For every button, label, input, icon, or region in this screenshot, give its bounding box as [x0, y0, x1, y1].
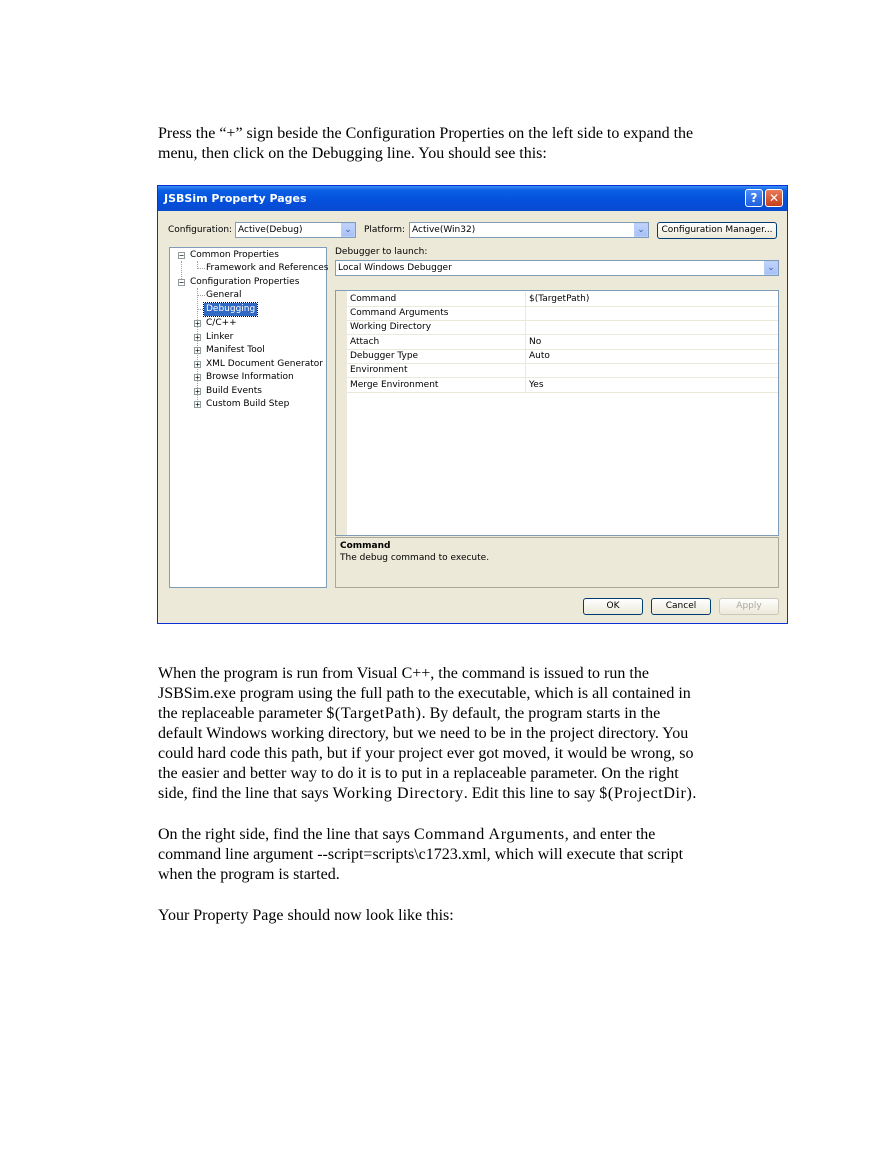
property-row[interactable]: [336, 363, 778, 378]
expand-toggle-icon[interactable]: +: [195, 373, 200, 382]
property-name: Debugger Type: [336, 349, 526, 363]
configuration-label: Configuration:: [168, 225, 233, 235]
expand-toggle-icon[interactable]: +: [195, 387, 200, 396]
help-button[interactable]: ?: [745, 189, 763, 207]
chevron-down-icon[interactable]: ⌄: [634, 223, 648, 237]
close-button[interactable]: ✕: [765, 189, 783, 207]
property-row[interactable]: [336, 320, 778, 335]
collapse-toggle-icon[interactable]: −: [179, 251, 184, 260]
body-paragraph-3: Your Property Page should now look like this:: [158, 907, 454, 924]
text-line: when the program is started.: [158, 866, 340, 883]
project-dir-term: $(ProjectDir): [599, 785, 693, 802]
tree-item-general[interactable]: General: [206, 290, 242, 300]
platform-select[interactable]: [409, 222, 649, 238]
property-name: Command Arguments: [336, 306, 526, 320]
text-line: default Windows working directory, but we need to be in the project directory. You: [158, 725, 689, 742]
property-row[interactable]: [336, 349, 778, 364]
platform-label: Platform:: [364, 225, 405, 235]
property-row[interactable]: [336, 378, 778, 393]
text-line: the replaceable parameter $(TargetPath). By default, the program starts in the: [158, 705, 661, 722]
text-line: side, find the line that says Working Directory. Edit this line to say $(ProjectDir).: [158, 785, 697, 802]
description-text: The debug command to execute.: [340, 553, 490, 563]
body-paragraph-1: [158, 664, 768, 804]
expand-toggle-icon[interactable]: +: [195, 333, 200, 342]
chevron-down-icon[interactable]: ⌄: [764, 261, 778, 275]
intro-paragraph: [158, 124, 768, 164]
text-line: On the right side, find the line that says Command Arguments, and enter the: [158, 826, 656, 843]
working-directory-term: Working Directory: [332, 785, 464, 802]
debugger-select[interactable]: [335, 260, 779, 276]
ok-button[interactable]: OK: [583, 598, 643, 615]
debugger-value: Local Windows Debugger: [338, 263, 452, 273]
tree-item-manifest-tool[interactable]: Manifest Tool: [206, 345, 265, 355]
intro-line: Press the “+” sign beside the Configuration Properties on the left side to expand the: [158, 125, 694, 142]
platform-value: Active(Win32): [412, 225, 476, 235]
tree-item-custom-build-step[interactable]: Custom Build Step: [206, 399, 290, 409]
property-value[interactable]: $(TargetPath): [529, 294, 590, 304]
tree-item-common-properties[interactable]: Common Properties: [190, 250, 279, 260]
configuration-manager-button[interactable]: Configuration Manager...: [657, 222, 777, 239]
dialog-titlebar: [158, 186, 787, 211]
debugger-label: Debugger to launch:: [335, 247, 428, 257]
text-line: command line argument --script=scripts\c1723.xml, which will execute that script: [158, 846, 684, 863]
configuration-select[interactable]: [235, 222, 356, 238]
description-title: Command: [340, 541, 391, 551]
expand-toggle-icon[interactable]: +: [195, 319, 200, 328]
text-line: When the program is run from Visual C++, the command is issued to run the: [158, 665, 649, 682]
property-name: Working Directory: [336, 320, 526, 334]
property-name: Merge Environment: [336, 378, 526, 392]
property-value[interactable]: No: [529, 337, 542, 347]
property-row[interactable]: [336, 292, 778, 307]
property-name: Attach: [336, 335, 526, 349]
dialog-title: JSBSim Property Pages: [164, 192, 307, 205]
tree-item-c-cpp[interactable]: C/C++: [206, 318, 237, 328]
target-path-term: $(TargetPath): [326, 705, 422, 722]
tree-item-debugging[interactable]: Debugging: [206, 304, 256, 314]
expand-toggle-icon[interactable]: +: [195, 400, 200, 409]
body-paragraph-2: [158, 825, 768, 885]
property-name: Environment: [336, 363, 526, 377]
property-row[interactable]: [336, 306, 778, 321]
configuration-value: Active(Debug): [238, 225, 303, 235]
intro-line: menu, then click on the Debugging line. You should see this:: [158, 145, 547, 162]
property-pages-dialog: [157, 185, 788, 624]
chevron-down-icon[interactable]: ⌄: [341, 223, 355, 237]
cancel-button[interactable]: Cancel: [651, 598, 711, 615]
property-value[interactable]: Yes: [529, 380, 544, 390]
expand-toggle-icon[interactable]: +: [195, 346, 200, 355]
expand-toggle-icon[interactable]: +: [195, 360, 200, 369]
property-row[interactable]: [336, 335, 778, 350]
tree-item-linker[interactable]: Linker: [206, 332, 234, 342]
collapse-toggle-icon[interactable]: −: [179, 278, 184, 287]
text-line: could hard code this path, but if your project ever got moved, it would be wrong, so: [158, 745, 694, 762]
property-value[interactable]: [527, 306, 529, 320]
tree-item-browse-information[interactable]: Browse Information: [206, 372, 294, 382]
tree-item-configuration-properties[interactable]: Configuration Properties: [190, 277, 300, 287]
apply-button[interactable]: Apply: [719, 598, 779, 615]
property-grid: [335, 290, 779, 536]
tree-item-build-events[interactable]: Build Events: [206, 386, 262, 396]
description-panel: [335, 537, 779, 588]
tree-item-framework-and-references[interactable]: Framework and References: [206, 263, 329, 273]
text-line: the easier and better way to do it is to put in a replaceable parameter. On the right: [158, 765, 679, 782]
property-tree[interactable]: [169, 247, 327, 588]
property-value[interactable]: Auto: [529, 351, 550, 361]
command-arguments-term: Command Arguments: [413, 826, 565, 843]
property-value[interactable]: [527, 320, 529, 334]
text-line: JSBSim.exe program using the full path to the executable, which is all contained in: [158, 685, 691, 702]
tree-item-xml-document-generator[interactable]: XML Document Generator: [206, 359, 323, 369]
property-name: Command: [336, 292, 526, 306]
property-value[interactable]: [527, 363, 529, 377]
